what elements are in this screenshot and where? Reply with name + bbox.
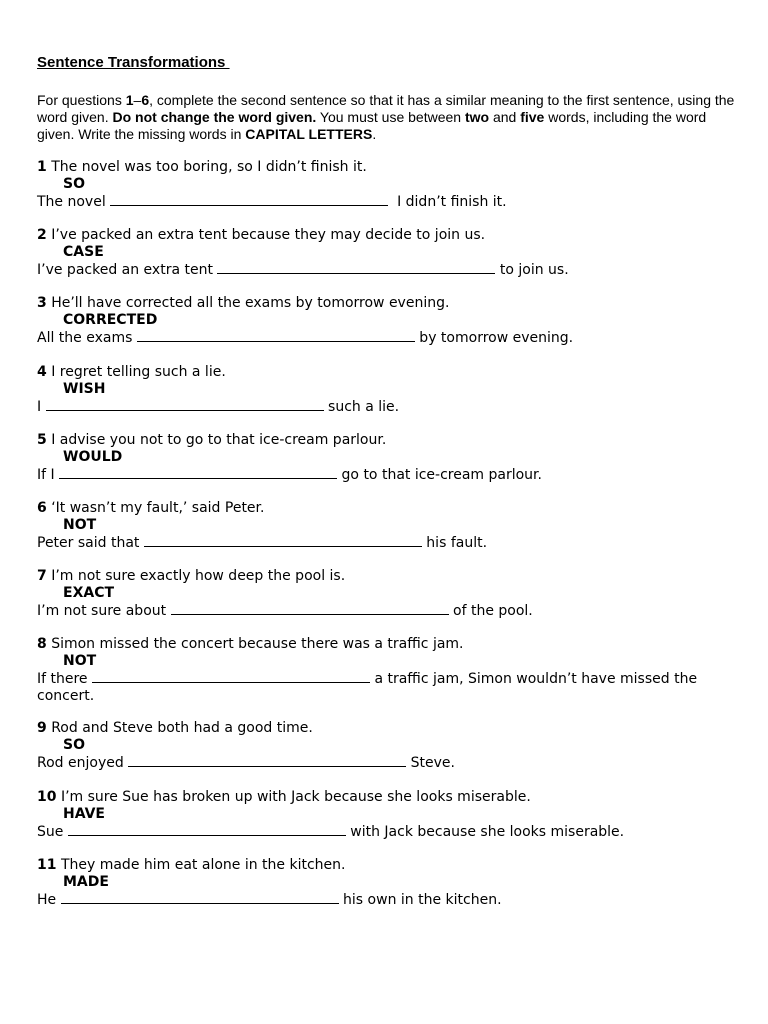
answer-line bbox=[37, 329, 747, 347]
answer-suffix: I didn’t finish it. bbox=[388, 194, 507, 210]
answer-line bbox=[37, 193, 747, 211]
answer-line bbox=[37, 466, 747, 484]
min-words: two bbox=[464, 109, 490, 125]
answer-suffix: such a lie. bbox=[323, 399, 400, 415]
answer-line bbox=[37, 754, 747, 772]
answer-prefix: He bbox=[37, 892, 61, 908]
answer-suffix: go to that ice-cream parlour. bbox=[337, 467, 542, 483]
answer-suffix: his own in the kitchen. bbox=[338, 892, 502, 908]
question-sentence bbox=[37, 857, 747, 874]
instructions-text: . bbox=[372, 126, 377, 142]
question-sentence bbox=[37, 432, 747, 449]
instructions-text: You must use between bbox=[316, 109, 465, 125]
question-range-dash: – bbox=[133, 92, 142, 108]
key-word: EXACT bbox=[63, 585, 115, 601]
original-sentence: ‘It wasn’t my fault,’ said Peter. bbox=[51, 500, 265, 516]
question-number: 1 bbox=[37, 159, 47, 175]
answer-suffix: by tomorrow evening. bbox=[414, 330, 574, 346]
answer-prefix: Peter said that bbox=[37, 535, 144, 551]
question-sentence bbox=[37, 636, 747, 653]
answer-blank[interactable] bbox=[137, 329, 415, 342]
answer-line bbox=[37, 670, 747, 705]
question-item bbox=[37, 720, 747, 772]
answer-prefix: If there bbox=[37, 671, 92, 687]
answer-suffix: of the pool. bbox=[448, 603, 533, 619]
original-sentence: The novel was too boring, so I didn’t finish it. bbox=[51, 159, 367, 175]
question-sentence bbox=[37, 295, 747, 312]
original-sentence: Simon missed the concert because there was a traffic jam. bbox=[51, 636, 464, 652]
answer-line bbox=[37, 261, 747, 279]
answer-suffix: Steve. bbox=[406, 755, 455, 771]
key-word: CORRECTED bbox=[63, 312, 158, 328]
answer-suffix: a traffic jam, Simon wouldn’t have missed the concert. bbox=[37, 671, 702, 704]
key-word: MADE bbox=[63, 874, 109, 890]
question-item bbox=[37, 295, 747, 347]
original-sentence: Rod and Steve both had a good time. bbox=[51, 720, 313, 736]
answer-blank[interactable] bbox=[68, 823, 346, 836]
answer-prefix: Sue bbox=[37, 824, 68, 840]
question-number: 6 bbox=[37, 500, 47, 516]
question-range-start: 1 bbox=[125, 92, 134, 108]
capital-letters: CAPITAL LETTERS bbox=[245, 126, 373, 142]
key-word: WOULD bbox=[63, 449, 123, 465]
question-number: 2 bbox=[37, 227, 47, 243]
instructions bbox=[37, 92, 737, 143]
instructions-text: For questions bbox=[37, 92, 126, 108]
answer-blank[interactable] bbox=[46, 398, 324, 411]
question-item bbox=[37, 159, 747, 211]
question-number: 8 bbox=[37, 636, 47, 652]
max-words: five bbox=[520, 109, 545, 125]
question-sentence bbox=[37, 568, 747, 585]
key-word: NOT bbox=[63, 653, 97, 669]
question-item bbox=[37, 568, 747, 620]
answer-line bbox=[37, 534, 747, 552]
answer-line bbox=[37, 891, 747, 909]
answer-blank[interactable] bbox=[217, 261, 495, 274]
answer-line bbox=[37, 398, 747, 416]
question-number: 7 bbox=[37, 568, 47, 584]
question-item bbox=[37, 636, 747, 705]
question-sentence bbox=[37, 789, 747, 806]
question-number: 10 bbox=[37, 789, 57, 805]
answer-line bbox=[37, 823, 747, 841]
instructions-text: and bbox=[489, 109, 521, 125]
original-sentence: I’m not sure exactly how deep the pool is. bbox=[51, 568, 346, 584]
original-sentence: I advise you not to go to that ice-cream parlour. bbox=[51, 432, 387, 448]
answer-prefix: I bbox=[37, 399, 46, 415]
question-number: 5 bbox=[37, 432, 47, 448]
instructions-text: words, including the word given. Write the missing words in bbox=[37, 109, 707, 142]
question-range-end: 6 bbox=[141, 92, 150, 108]
answer-prefix: The novel bbox=[37, 194, 111, 210]
answer-prefix: I’m not sure about bbox=[37, 603, 171, 619]
question-item bbox=[37, 432, 747, 484]
key-word: SO bbox=[63, 737, 85, 753]
question-sentence bbox=[37, 159, 747, 176]
answer-suffix: with Jack because she looks miserable. bbox=[345, 824, 625, 840]
answer-blank[interactable] bbox=[110, 193, 388, 206]
answer-blank[interactable] bbox=[128, 754, 406, 767]
key-word: SO bbox=[63, 176, 85, 192]
original-sentence: I’ve packed an extra tent because they may decide to join us. bbox=[51, 227, 486, 243]
question-item bbox=[37, 857, 747, 909]
answer-prefix: Rod enjoyed bbox=[37, 755, 129, 771]
answer-blank[interactable] bbox=[171, 602, 449, 615]
original-sentence: He’ll have corrected all the exams by tomorrow evening. bbox=[51, 295, 450, 311]
answer-prefix: All the exams bbox=[37, 330, 137, 346]
key-word: CASE bbox=[63, 244, 104, 260]
question-number: 3 bbox=[37, 295, 47, 311]
question-sentence bbox=[37, 720, 747, 737]
worksheet-title: Sentence Transformations bbox=[37, 54, 230, 71]
question-item bbox=[37, 364, 747, 416]
original-sentence: I’m sure Sue has broken up with Jack because she looks miserable. bbox=[60, 789, 531, 805]
answer-line bbox=[37, 602, 747, 620]
question-number: 4 bbox=[37, 364, 47, 380]
answer-blank[interactable] bbox=[61, 891, 339, 904]
question-number: 9 bbox=[37, 720, 47, 736]
answer-suffix: his fault. bbox=[421, 535, 488, 551]
instructions-text: , complete the second sentence so that it has a similar meaning to the first sentence, using the word given. bbox=[37, 92, 735, 125]
question-item bbox=[37, 227, 747, 279]
key-word: WISH bbox=[63, 381, 106, 397]
original-sentence: I regret telling such a lie. bbox=[51, 364, 226, 380]
instructions-rule: Do not change the word given. bbox=[112, 109, 317, 125]
key-word: NOT bbox=[63, 517, 97, 533]
question-number: 11 bbox=[37, 857, 57, 873]
question-item bbox=[37, 789, 747, 841]
answer-suffix: to join us. bbox=[495, 262, 569, 278]
answer-prefix: If I bbox=[37, 467, 60, 483]
answer-prefix: I’ve packed an extra tent bbox=[37, 262, 218, 278]
original-sentence: They made him eat alone in the kitchen. bbox=[60, 857, 346, 873]
answer-blank[interactable] bbox=[144, 534, 422, 547]
question-sentence bbox=[37, 364, 747, 381]
answer-blank[interactable] bbox=[92, 670, 370, 683]
answer-blank[interactable] bbox=[59, 466, 337, 479]
question-sentence bbox=[37, 500, 747, 517]
question-sentence bbox=[37, 227, 747, 244]
question-item bbox=[37, 500, 747, 552]
key-word: HAVE bbox=[63, 806, 105, 822]
